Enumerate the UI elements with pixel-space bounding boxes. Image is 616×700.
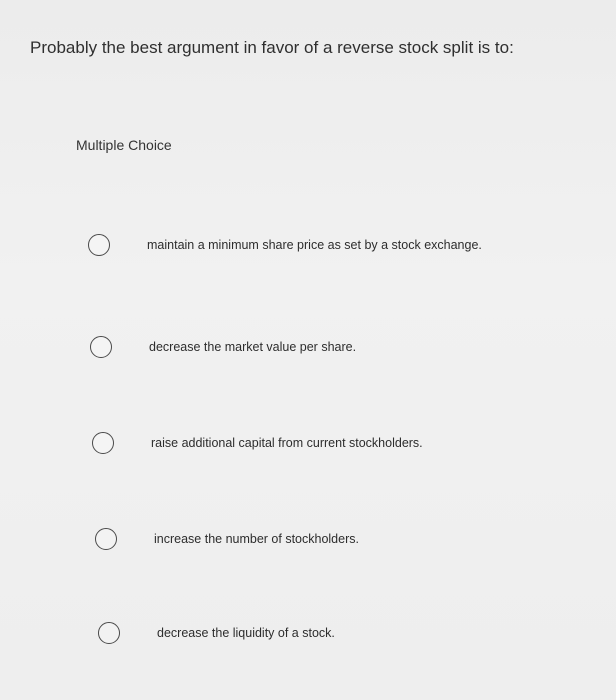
choice-option-5[interactable] — [98, 622, 335, 644]
radio-button-icon[interactable] — [95, 528, 117, 550]
radio-button-icon[interactable] — [92, 432, 114, 454]
choice-option-1[interactable] — [88, 234, 482, 256]
question-text: Probably the best argument in favor of a reverse stock split is to: — [30, 38, 514, 57]
question-type-label: Multiple Choice — [76, 137, 172, 153]
choice-option-3[interactable] — [92, 432, 423, 454]
choice-label-4: increase the number of stockholders. — [154, 532, 359, 546]
choice-option-2[interactable] — [90, 336, 356, 358]
choice-option-4[interactable] — [95, 528, 359, 550]
choice-label-1: maintain a minimum share price as set by a stock exchange. — [147, 238, 482, 252]
radio-button-icon[interactable] — [90, 336, 112, 358]
radio-button-icon[interactable] — [88, 234, 110, 256]
choice-label-5: decrease the liquidity of a stock. — [157, 626, 335, 640]
choice-label-2: decrease the market value per share. — [149, 340, 357, 354]
choice-label-3: raise additional capital from current stockholders. — [151, 436, 423, 450]
radio-button-icon[interactable] — [98, 622, 120, 644]
